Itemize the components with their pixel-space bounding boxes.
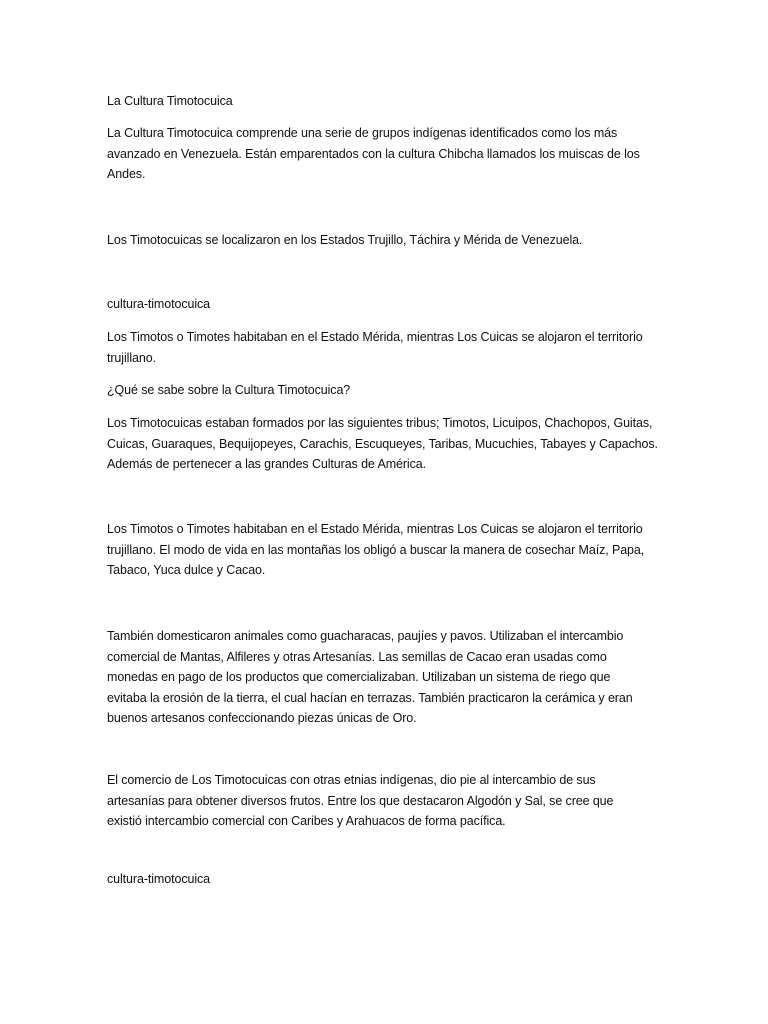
paragraph-line: artesanías para obtener diversos frutos. Entre los que destacaron Algodón y Sal, se cree que [107,793,614,808]
paragraph-line: También domesticaron animales como guacharacas, paujíes y pavos. Utilizaban el intercambio [107,629,624,643]
paragraph-line: Los Timotos o Timotes habitaban en el Estado Mérida, mientras Los Cuicas se alojaron el territorio [107,330,643,344]
section-question: ¿Qué se sabe sobre la Cultura Timotocuica? [107,383,351,397]
paragraph-line: El comercio de Los Timotocuicas con otras etnias indígenas, dio pie al intercambio de sus [107,773,596,787]
document-title: La Cultura Timotocuica [107,94,233,108]
image-caption: cultura-timotocuica [107,872,211,886]
paragraph-line: avanzado en Venezuela. Están emparentados con la cultura Chibcha llamados los muiscas de los [107,146,640,161]
paragraph-line: Los Timotocuicas se localizaron en los Estados Trujillo, Táchira y Mérida de Venezuela. [107,233,583,247]
paragraph-line: Los Timotos o Timotes habitaban en el Estado Mérida, mientras Los Cuicas se alojaron el territorio [107,522,643,536]
paragraph-line: Cuicas, Guaraques, Bequijopeyes, Carachis, Escuqueyes, Taribas, Mucuchies, Tabayes y Capachos. [107,436,658,451]
paragraph-line: Los Timotocuicas estaban formados por las siguientes tribus; Timotos, Licuipos, Chachopos, Guitas, [107,416,653,430]
image-caption: cultura-timotocuica [107,297,211,311]
paragraph-line: monedas en pago de los productos que comercializaban. Utilizaban un sistema de riego que [107,670,611,684]
paragraph-line: La Cultura Timotocuica comprende una serie de grupos indígenas identificados como los más [107,126,618,140]
paragraph-line: existió intercambio comercial con Caribes y Arahuacos de forma pacífica. [107,814,506,828]
paragraph-line: trujillano. [107,350,156,365]
paragraph-line: buenos artesanos confeccionando piezas únicas de Oro. [107,711,417,725]
paragraph-line: Andes. [107,167,146,181]
paragraph-line: Además de pertenecer a las grandes Culturas de América. [107,457,426,471]
paragraph-line: comercial de Mantas, Alfileres y otras Artesanías. Las semillas de Cacao eran usadas como [107,649,607,664]
paragraph-line: evitaba la erosión de la tierra, el cual hacían en terrazas. También practicaron la cerámica y eran [107,690,633,705]
paragraph-line: trujillano. El modo de vida en las montañas los obligó a buscar la manera de cosechar Maíz, Papa, [107,542,645,557]
paragraph-line: Tabaco, Yuca dulce y Cacao. [107,563,266,577]
